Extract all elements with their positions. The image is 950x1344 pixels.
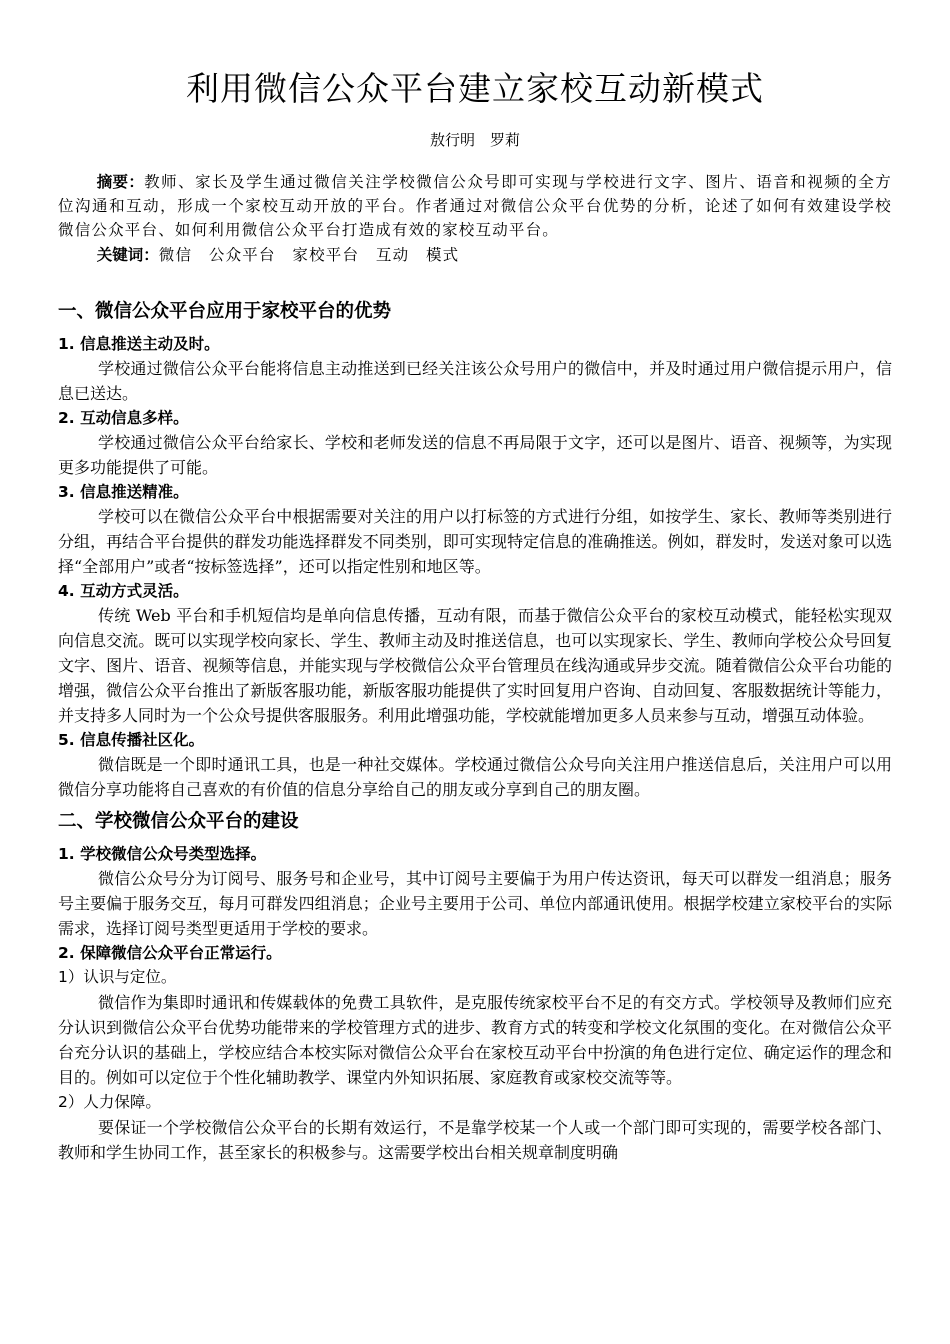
keywords-label: 关键词：	[96, 246, 159, 264]
paragraph: 微信公众号分为订阅号、服务号和企业号，其中订阅号主要偏于为用户传达资讯，每天可以群发一组消息；服务号主要偏于服务交互，每月可群发四组消息；企业号主要用于公司、单位内部通讯使用。根据学校建立家校平台的实际需求，选择订阅号类型更适用于学校的要求。	[58, 869, 892, 938]
subsection-heading: 1. 学校微信公众号类型选择。	[58, 845, 267, 863]
section-1-heading: 一、微信公众平台应用于家校平台的优势	[58, 301, 392, 322]
paragraph: 学校通过微信公众平台能将信息主动推送到已经关注该公众号用户的微信中，并及时通过用户微信提示用户，信息已送达。	[58, 359, 892, 403]
paragraph: 传统 Web 平台和手机短信均是单向信息传播，互动有限，而基于微信公众平台的家校互动模式，能轻松实现双向信息交流。既可以实现学校向家长、学生、教师主动及时推送信息，也可以实现家长、学生、教师向学校公众号回复文字、图片、语音、视频等信息，并能实现与学校微信公众平台管理员在线沟通或异步交流。随着微信公众平台功能的增强，微信公众平台推出了新版客服功能，新版客服功能提供了实时回复用户咨询、自动回复、客服数据统计等能力，并支持多人同时为一个公众号提供客服服务。利用此增强功能，学校就能增加更多人员来参与互动，增强互动体验。	[58, 606, 892, 725]
subsection-heading: 5. 信息传播社区化。	[58, 731, 205, 749]
sub-subsection-heading: 1）认识与定位。	[58, 968, 177, 986]
subsection-heading: 2. 保障微信公众平台正常运行。	[58, 944, 282, 962]
paragraph: 微信既是一个即时通讯工具，也是一种社交媒体。学校通过微信公众号向关注用户推送信息后，关注用户可以用微信分享功能将自己喜欢的有价值的信息分享给自己的朋友或分享到自己的朋友圈。	[58, 755, 892, 799]
subsection-heading: 1. 信息推送主动及时。	[58, 335, 220, 353]
abstract-label: 摘要：	[96, 173, 145, 191]
abstract	[58, 170, 892, 242]
section-2-heading: 二、学校微信公众平台的建设	[58, 811, 299, 832]
abstract-text: 教师、家长及学生通过微信关注学校微信公众号即可实现与学校进行文字、图片、语音和视频的全方位沟通和互动，形成一个家校互动开放的平台。作者通过对微信公众平台优势的分析，论述了如何有效建设学校微信公众平台、如何利用微信公众平台打造成有效的家校互动平台。	[58, 173, 892, 239]
paragraph: 学校通过微信公众平台给家长、学校和老师发送的信息不再局限于文字，还可以是图片、语音、视频等，为实现更多功能提供了可能。	[58, 433, 892, 477]
subsection-heading: 3. 信息推送精准。	[58, 483, 189, 501]
authors: 敖行明 罗莉	[429, 131, 520, 149]
paper-title: 利用微信公众平台建立家校互动新模式	[186, 69, 764, 108]
paragraph: 要保证一个学校微信公众平台的长期有效运行，不是靠学校某一个人或一个部门即可实现的，需要学校各部门、教师和学生协同工作，甚至家长的积极参与。这需要学校出台相关规章制度明确	[58, 1118, 892, 1162]
subsection-heading: 2. 互动信息多样。	[58, 409, 189, 427]
keywords-text: 微信 公众平台 家校平台 互动 模式	[158, 246, 460, 264]
paragraph: 学校可以在微信公众平台中根据需要对关注的用户以打标签的方式进行分组，如按学生、家长、教师等类别进行分组，再结合平台提供的群发功能选择群发不同类别，即可实现特定信息的准确推送。例如，群发时，发送对象可以选择“全部用户”或者“按标签选择”，还可以指定性别和地区等。	[58, 507, 892, 576]
keywords	[58, 242, 892, 268]
subsection-heading: 4. 互动方式灵活。	[58, 582, 189, 600]
paragraph: 微信作为集即时通讯和传媒载体的免费工具软件，是克服传统家校平台不足的有交方式。学校领导及教师们应充分认识到微信公众平台优势功能带来的学校管理方式的进步、教育方式的转变和学校文化氛围的变化。在对微信公众平台充分认识的基础上，学校应结合本校实际对微信公众平台在家校互动平台中扮演的角色进行定位、确定运作的理念和目的。例如可以定位于个性化辅助教学、课堂内外知识拓展、家庭教育或家校交流等等。	[58, 993, 892, 1087]
sub-subsection-heading: 2）人力保障。	[58, 1093, 161, 1111]
